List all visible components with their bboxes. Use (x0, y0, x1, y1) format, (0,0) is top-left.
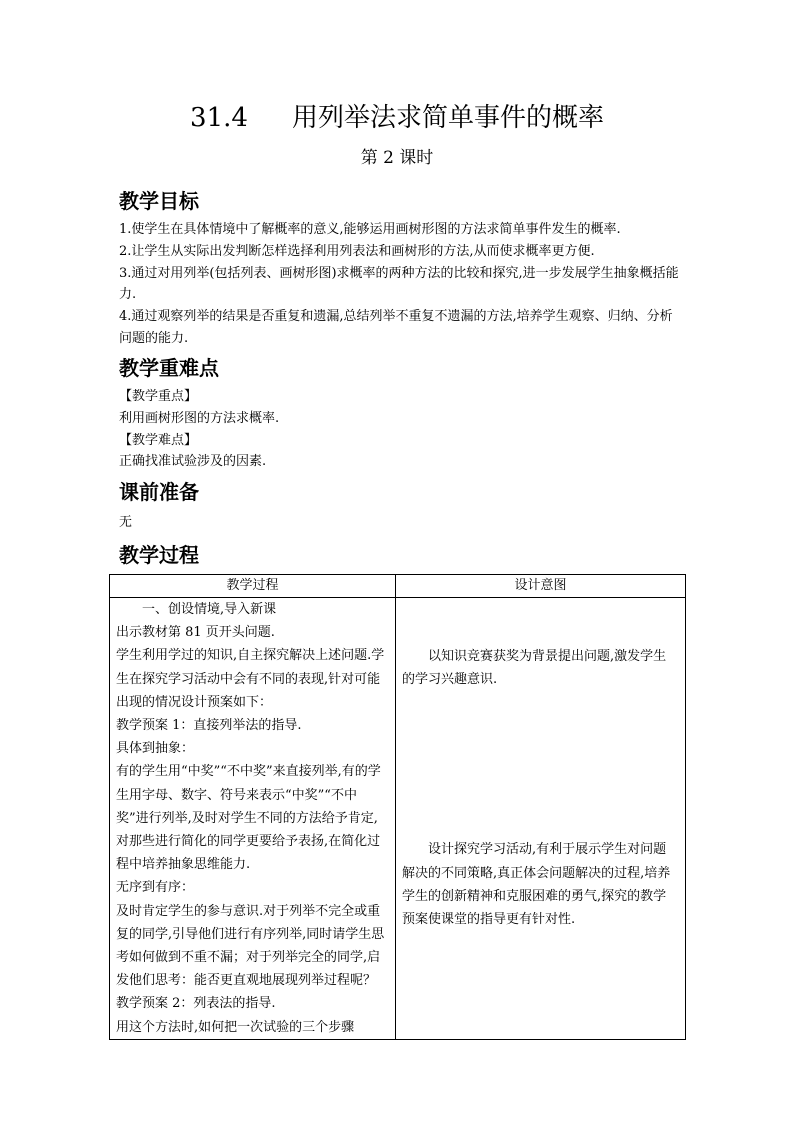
process-line: 具体到抽象： (116, 741, 195, 757)
heading-key-points: 教学重难点 (119, 356, 219, 380)
process-cell (110, 598, 396, 1040)
objective-item: 3.通过对用列举(包括列表、画树形图)求概率的两种方法的比较和探究,进一步发展学生抽象概括能力. (119, 265, 679, 303)
process-line: 有的学生用“中奖”“不中奖”来直接列举,有的学生用字母、数字、符号来表示“中奖”“不中奖”进行列举,及时对学生不同的方法给予肯定,对那些进行简化的同学更要给予表扬,在简化过程中培养抽象思维能力. (116, 764, 381, 873)
intent-cell (396, 598, 686, 1040)
table-header-row (110, 575, 686, 598)
objective-item: 2.让学生从实际出发判断怎样选择利用列表法和画树形的方法,从而使求概率更方便. (119, 243, 595, 259)
process-line: 学生利用学过的知识,自主探究解决上述问题.学生在探究学习活动中会有不同的表现,针对可能出现的情况设计预案如下： (116, 648, 385, 710)
intent-paragraph: 设计探究学习活动,有利于展示学生对问题解决的不同策略,真正体会问题解决的过程,培养学生的创新精神和克服困难的勇气,探究的教学预案使课堂的指导更有针对性. (402, 842, 671, 928)
preparation-text: 无 (119, 515, 133, 530)
column-header-process: 教学过程 (110, 575, 396, 598)
process-line: 教学预案 2：列表法的指导. (116, 996, 276, 1012)
heading-preparation: 课前准备 (119, 480, 199, 504)
process-line: 无序到有序： (116, 880, 195, 896)
process-line: 一、创设情境,导入新课 (142, 602, 277, 617)
title-text: 用列举法求简单事件的概率 (291, 103, 604, 133)
process-line: 教学预案 1：直接列举法的指导. (116, 718, 302, 734)
table-row (110, 598, 686, 1040)
process-table (109, 574, 686, 1040)
heading-process: 教学过程 (119, 543, 199, 567)
difficulty-text: 正确找准试验涉及的因素. (119, 454, 267, 470)
process-line: 出示教材第 81 页开头问题. (116, 625, 275, 641)
objective-item: 4.通过观察列举的结果是否重复和遗漏,总结列举不重复不遗漏的方法,培养学生观察、归纳、分析问题的能力. (119, 309, 673, 346)
column-header-intent: 设计意图 (396, 575, 686, 598)
section-number: 31.4 (190, 103, 248, 133)
focus-text: 利用画树形图的方法求概率. (119, 410, 280, 426)
process-line: 用这个方法时,如何把一次试验的三个步骤 (116, 1019, 355, 1035)
difficulty-label: 【教学难点】 (119, 432, 198, 448)
process-line: 及时肯定学生的参与意识.对于列举不完全或重复的同学,引导他们进行有序列举,同时请学生思考如何做到不重不漏；对于列举完全的同学,启发他们思考：能否更直观地展现列举过程呢？ (116, 903, 385, 989)
focus-label: 【教学重点】 (119, 389, 198, 404)
lesson-title (0, 101, 794, 135)
heading-objectives: 教学目标 (119, 189, 199, 213)
objectives-list (119, 219, 679, 350)
lesson-subtitle: 第 2 课时 (360, 148, 434, 168)
key-points-block (119, 386, 679, 473)
objective-item: 1.使学生在具体情境中了解概率的意义,能够运用画树形图的方法求简单事件发生的概率. (119, 222, 621, 237)
intent-paragraph: 以知识竞赛获奖为背景提出问题,激发学生的学习兴趣意识. (402, 649, 667, 688)
